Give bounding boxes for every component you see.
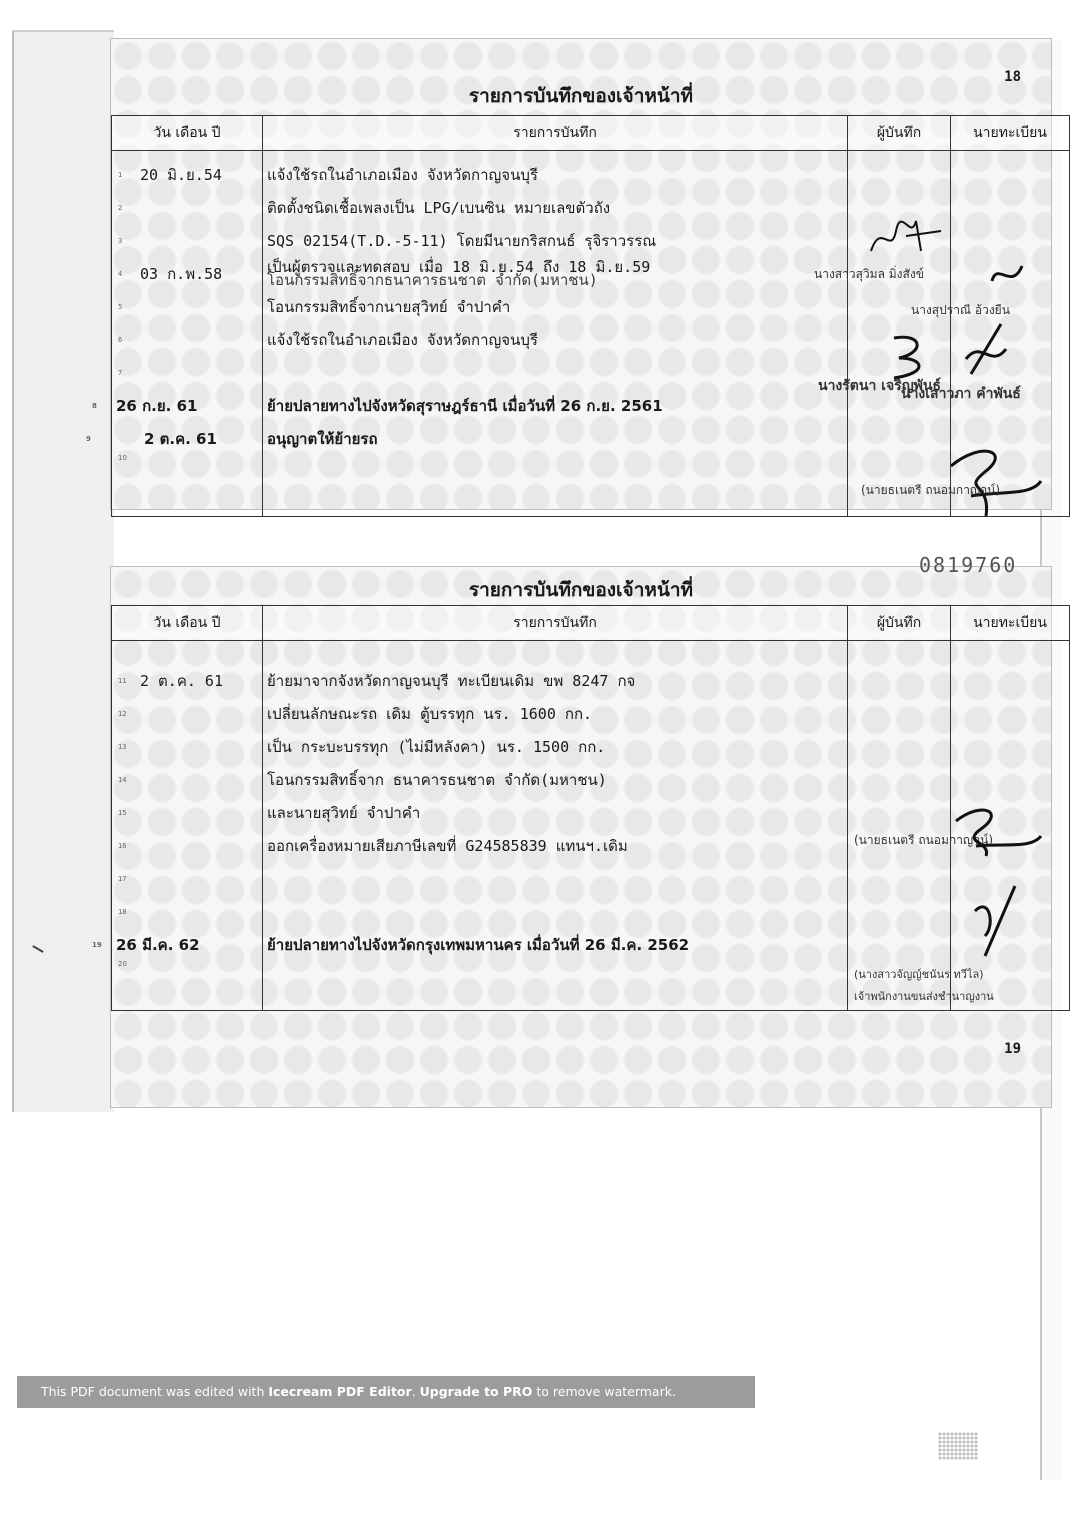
entry-text: อนุญาตให้ย้ายรถ bbox=[267, 430, 378, 448]
entry-date: 9 2 ต.ค. 61 bbox=[86, 430, 217, 448]
entry-date: 18 bbox=[118, 908, 127, 916]
entry-text bbox=[263, 896, 847, 929]
recorder-name: (นายธเนตรี ถนอมกาญจน์) bbox=[854, 833, 994, 847]
signature bbox=[941, 801, 1051, 861]
page-title: รายการบันทึกของเจ้าหน้าที่ bbox=[468, 85, 694, 107]
entry-text: เป็นผู้ตรวจและทดสอบ เมื่อ 18 มิ.ย.54 ถึง 18 มิ.ย.59 โอนกรรมสิทธิ์จากธนาคารธนชาต จำกัด(มหาชน) bbox=[263, 258, 847, 291]
entry-text: เปลี่ยนลักษณะรถ เดิม ตู้บรรทุก นร. 1600 กก. bbox=[267, 705, 593, 723]
registrar-name: นางเสาวภา คำพันธ์ bbox=[901, 386, 1021, 402]
entry-text: และนายสุวิทย์ จำปาคำ bbox=[267, 804, 421, 822]
watermark-text: This PDF document was edited with bbox=[41, 1384, 269, 1399]
recorder-column bbox=[814, 151, 951, 517]
signature bbox=[866, 211, 946, 261]
line-number: 10 bbox=[118, 454, 127, 462]
editor-watermark bbox=[17, 1376, 755, 1408]
registrar-column bbox=[951, 641, 1070, 1011]
upgrade-link[interactable]: Upgrade to PRO bbox=[419, 1384, 533, 1399]
registrar-name: นางสุปราณี อ้วงยืน bbox=[911, 303, 1010, 317]
entry-date: 8 26 ก.ย. 61 bbox=[92, 397, 198, 415]
record-table bbox=[86, 115, 1070, 517]
entry-date: 2 bbox=[118, 204, 123, 212]
entry-date: 17 bbox=[118, 875, 127, 883]
header-recorder: ผู้บันทึก bbox=[848, 116, 951, 151]
signature bbox=[961, 319, 1011, 379]
entry-date: 4 03 ก.พ.58 bbox=[118, 265, 223, 283]
record-table bbox=[92, 605, 1070, 1011]
header-date: วัน เดือน ปี bbox=[112, 116, 263, 151]
entry-text: ออกเครื่องหมายเสียภาษีเลขที่ G24585839 แทนฯ.เดิม bbox=[267, 837, 628, 855]
entry-date: 7 bbox=[118, 369, 123, 377]
entry-text: ย้ายมาจากจังหวัดกาญจนบุรี ทะเบียนเดิม ขพ 8247 กจ bbox=[267, 672, 636, 690]
entry-text: ย้ายปลายทางไปจังหวัดสุราษฎร์ธานี เมื่อวันที่ 26 ก.ย. 2561 bbox=[267, 397, 663, 415]
recorder-title: เจ้าพนักงานขนส่งชำนาญงาน bbox=[854, 990, 994, 1003]
page-title: รายการบันทึกของเจ้าหน้าที่ bbox=[468, 579, 694, 601]
page-number: 19 bbox=[1004, 1041, 1021, 1057]
entry-date: 12 bbox=[118, 710, 127, 718]
entry-text: SQS 02154(T.D.-5-11) โดยมีนายกริสกนธ์ รุจิราวรรณ bbox=[267, 232, 657, 250]
entry-text bbox=[263, 863, 847, 896]
line-number: 20 bbox=[118, 960, 127, 968]
recorder-column bbox=[848, 641, 994, 1011]
entry-date: 3 bbox=[118, 237, 123, 245]
page-number: 18 bbox=[1004, 69, 1021, 85]
entry-text: โอนกรรมสิทธิ์จากนายสุวิทย์ จำปาคำ bbox=[267, 298, 511, 316]
date-column bbox=[92, 641, 263, 1011]
entry-column bbox=[263, 151, 848, 517]
recorder-name: นางรัตนา เจริญพันธ์ bbox=[818, 378, 941, 394]
entry-date: 14 bbox=[118, 776, 127, 784]
entry-date: 11 2 ต.ค. 61 bbox=[118, 672, 223, 690]
entry-text bbox=[263, 357, 847, 390]
record-page-18 bbox=[86, 38, 1052, 510]
header-entry: รายการบันทึก bbox=[263, 116, 848, 151]
entry-text: แจ้งใช้รถในอำเภอเมือง จังหวัดกาญจนบุรี bbox=[267, 166, 538, 184]
registrar-name: (นายธเนตรี ถนอมกาญจน์) bbox=[861, 483, 1001, 497]
watermark-text: to remove watermark. bbox=[532, 1384, 676, 1399]
watermark-brand: Icecream PDF Editor bbox=[268, 1384, 412, 1399]
entry-date: 19 26 มี.ค. 62 bbox=[92, 936, 200, 954]
entry-date: 1 20 มิ.ย.54 bbox=[118, 166, 222, 184]
entry-column bbox=[263, 641, 848, 1011]
date-column bbox=[86, 151, 263, 517]
serial-number: 0819760 bbox=[919, 553, 1018, 577]
entry-date: 16 bbox=[118, 842, 127, 850]
header-date: วัน เดือน ปี bbox=[112, 606, 263, 641]
recorder-name: นางสาวสุวิมล มิ่งสังข์ bbox=[814, 267, 924, 281]
recorder-name: (นางสาวจัญญ์ชนันร ทวีไล) bbox=[854, 968, 984, 981]
record-page-19 bbox=[92, 553, 1052, 1108]
signature bbox=[965, 881, 1025, 961]
entry-date: 15 bbox=[118, 809, 127, 817]
watermark-text: . bbox=[411, 1384, 420, 1399]
entry-date: 5 bbox=[118, 303, 123, 311]
entry-date: 13 bbox=[118, 743, 127, 751]
header-entry: รายการบันทึก bbox=[263, 606, 848, 641]
signature bbox=[987, 261, 1027, 291]
header-registrar: นายทะเบียน bbox=[951, 606, 1070, 641]
overlapping-entry-text: โอนกรรมสิทธิ์จากธนาคารธนชาต จำกัด(มหาชน) bbox=[267, 271, 598, 289]
entry-date: 6 bbox=[118, 336, 123, 344]
header-recorder: ผู้บันทึก bbox=[848, 606, 951, 641]
entry-text: ติดตั้งชนิดเชื้อเพลงเป็น LPG/เบนซิน หมายเลขตัวถัง bbox=[267, 199, 611, 217]
stamp-mark bbox=[938, 1432, 978, 1460]
entry-text: แจ้งใช้รถในอำเภอเมือง จังหวัดกาญจนบุรี bbox=[267, 331, 538, 349]
entry-text: โอนกรรมสิทธิ์จาก ธนาคารธนชาต จำกัด(มหาชน) bbox=[267, 771, 607, 789]
entry-text: เป็น กระบะบรรทุก (ไม่มีหลังคา) นร. 1500 กก. bbox=[267, 738, 606, 756]
entry-text: ย้ายปลายทางไปจังหวัดกรุงเทพมหานคร เมื่อวันที่ 26 มี.ค. 2562 bbox=[267, 936, 690, 954]
header-registrar: นายทะเบียน bbox=[951, 116, 1070, 151]
